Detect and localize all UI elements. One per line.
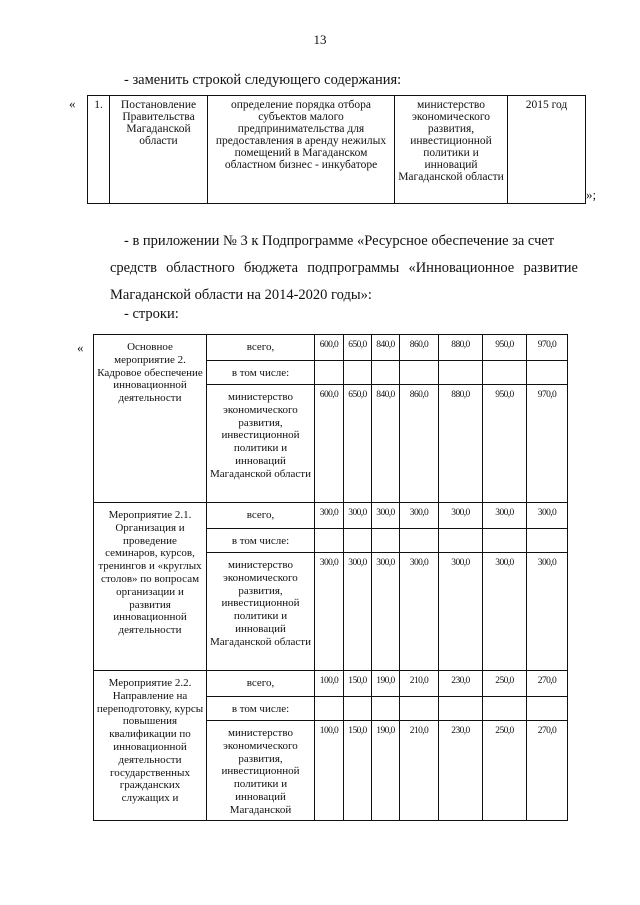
row-number: 1. bbox=[88, 96, 110, 204]
table1-close-quote: »; bbox=[586, 187, 597, 202]
value-cell: 250,0 bbox=[483, 721, 527, 821]
total-label: всего, bbox=[207, 671, 315, 697]
table-row bbox=[88, 96, 586, 204]
value-cell: 270,0 bbox=[527, 721, 568, 821]
value-cell: 300,0 bbox=[439, 503, 483, 529]
value-cell: 880,0 bbox=[439, 385, 483, 503]
table-row bbox=[94, 335, 568, 361]
value-cell: 150,0 bbox=[344, 721, 372, 821]
instruction-rows: - строки: bbox=[124, 306, 179, 322]
value-cell: 300,0 bbox=[483, 503, 527, 529]
value-cell: 950,0 bbox=[483, 335, 527, 361]
value-cell: 300,0 bbox=[344, 553, 372, 671]
value-cell: 150,0 bbox=[344, 671, 372, 697]
section-title: Основное мероприятие 2. Кадровое обеспечение инновационной деятельности bbox=[94, 335, 207, 503]
value-cell: 860,0 bbox=[400, 335, 439, 361]
value-cell: 300,0 bbox=[527, 503, 568, 529]
section-title: Мероприятие 2.1. Организация и проведение семинаров, курсов, тренингов и «круглых столов» по вопросам организации и развития инновационной деятельности bbox=[94, 503, 207, 671]
value-cell: 230,0 bbox=[439, 721, 483, 821]
paragraph-line-3: Магаданской области на 2014-2020 годы»: bbox=[110, 287, 372, 303]
value-cell: 100,0 bbox=[315, 721, 344, 821]
instruction-replace-row: - заменить строкой следующего содержания: bbox=[124, 72, 402, 88]
value-cell: 970,0 bbox=[527, 335, 568, 361]
value-cell: 210,0 bbox=[400, 721, 439, 821]
value-cell: 300,0 bbox=[315, 503, 344, 529]
value-cell: 600,0 bbox=[315, 335, 344, 361]
including-label: в том числе: bbox=[207, 697, 315, 721]
value-cell: 300,0 bbox=[372, 553, 400, 671]
ministry-label: министерство экономического развития, инвестиционной политики и инноваций Магаданской области bbox=[207, 553, 315, 671]
value-cell: 300,0 bbox=[315, 553, 344, 671]
total-label: всего, bbox=[207, 503, 315, 529]
resource-table bbox=[93, 334, 568, 821]
value-cell: 300,0 bbox=[439, 553, 483, 671]
table2-open-quote: « bbox=[77, 340, 84, 355]
value-cell: 250,0 bbox=[483, 671, 527, 697]
executor: министерство экономического развития, инвестиционной политики и инноваций Магаданской области bbox=[395, 96, 508, 204]
value-cell: 840,0 bbox=[372, 335, 400, 361]
value-cell: 100,0 bbox=[315, 671, 344, 697]
value-cell: 230,0 bbox=[439, 671, 483, 697]
document-type: Постановление Правительства Магаданской области bbox=[110, 96, 208, 204]
value-cell: 600,0 bbox=[315, 385, 344, 503]
value-cell: 300,0 bbox=[527, 553, 568, 671]
value-cell: 860,0 bbox=[400, 385, 439, 503]
appendix-paragraph bbox=[110, 228, 578, 309]
value-cell: 650,0 bbox=[344, 335, 372, 361]
value-cell: 300,0 bbox=[400, 553, 439, 671]
paragraph-line-1: - в приложении № 3 к Подпрограмме «Ресурсное обеспечение за счет bbox=[124, 233, 555, 249]
section-title: Мероприятие 2.2. Направление на переподготовку, курсы повышения квалификации по инновационной деятельности государственных гражданских служащих и bbox=[94, 671, 207, 821]
measure-description: определение порядка отбора субъектов малого предпринимательства для предоставления в аренду нежилых помещений в Магаданском областном бизнес - инкубаторе bbox=[208, 96, 395, 204]
value-cell: 300,0 bbox=[400, 503, 439, 529]
total-label: всего, bbox=[207, 335, 315, 361]
paragraph-line-2: средств областного бюджета подпрограммы «Инновационное развитие bbox=[110, 260, 578, 276]
value-cell: 210,0 bbox=[400, 671, 439, 697]
value-cell: 190,0 bbox=[372, 671, 400, 697]
value-cell: 880,0 bbox=[439, 335, 483, 361]
value-cell: 190,0 bbox=[372, 721, 400, 821]
value-cell: 270,0 bbox=[527, 671, 568, 697]
value-cell: 300,0 bbox=[344, 503, 372, 529]
replacement-row-table bbox=[87, 95, 586, 204]
table-row bbox=[94, 671, 568, 697]
value-cell: 300,0 bbox=[483, 553, 527, 671]
including-label: в том числе: bbox=[207, 529, 315, 553]
page-number: 13 bbox=[313, 32, 327, 47]
table1-open-quote: « bbox=[69, 96, 76, 111]
including-label: в том числе: bbox=[207, 361, 315, 385]
table-row bbox=[94, 503, 568, 529]
ministry-label: министерство экономического развития, инвестиционной политики и инноваций Магаданской области bbox=[207, 385, 315, 503]
value-cell: 650,0 bbox=[344, 385, 372, 503]
value-cell: 840,0 bbox=[372, 385, 400, 503]
value-cell: 300,0 bbox=[372, 503, 400, 529]
value-cell: 970,0 bbox=[527, 385, 568, 503]
ministry-label: министерство экономического развития, инвестиционной политики и инноваций Магаданской bbox=[207, 721, 315, 821]
deadline: 2015 год bbox=[508, 96, 586, 204]
value-cell: 950,0 bbox=[483, 385, 527, 503]
